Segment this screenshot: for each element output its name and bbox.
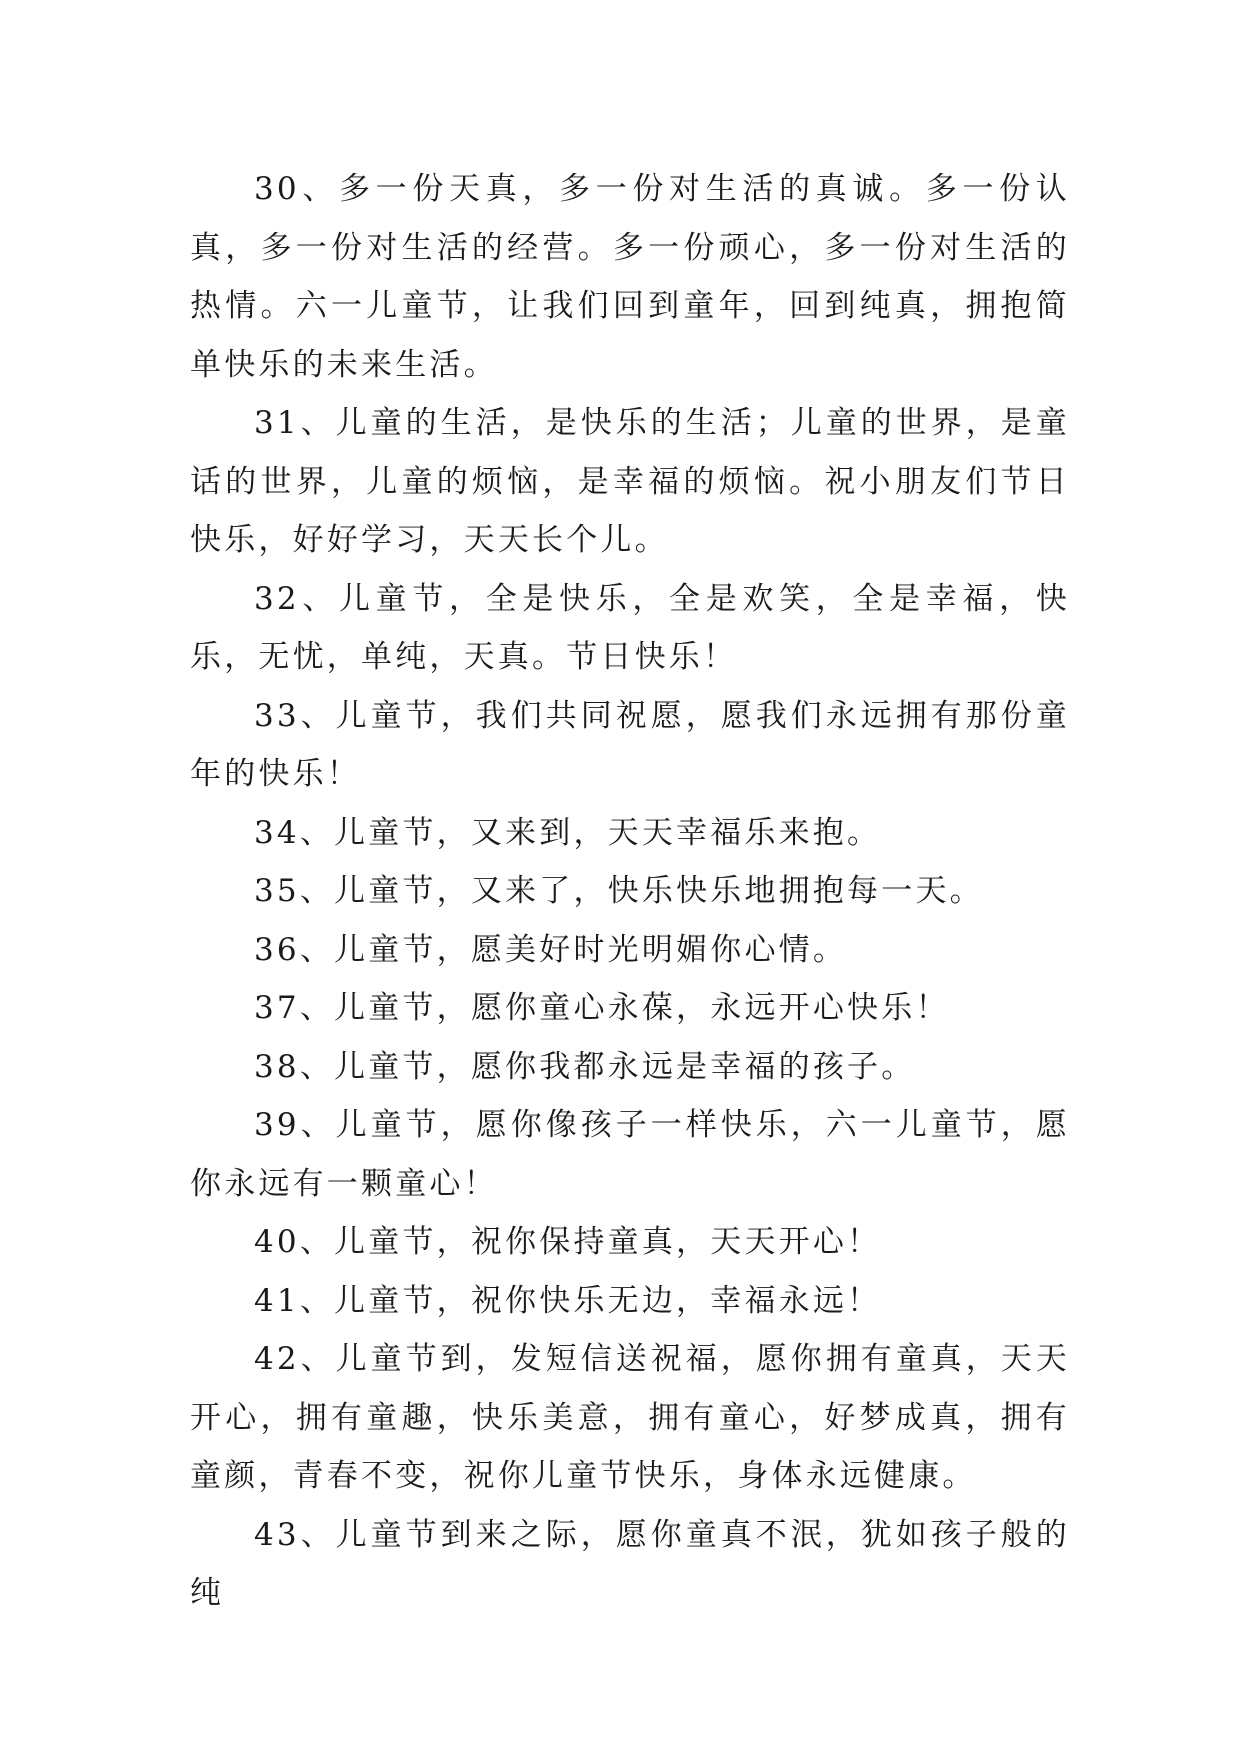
paragraph-41: 41、儿童节，祝你快乐无边，幸福永远！: [254, 1282, 882, 1319]
paragraph-36: 36、儿童节，愿美好时光明媚你心情。: [254, 931, 848, 968]
paragraph-42: 42、儿童节到，发短信送祝福，愿你拥有童真，天天开心，拥有童趣，快乐美意，拥有童心，好梦成真，拥有童颜，青春不变，祝你儿童节快乐，身体永远健康。: [190, 1341, 1070, 1494]
paragraph-43: 43、儿童节到来之际，愿你童真不泯，犹如孩子般的纯: [190, 1516, 1070, 1611]
paragraph-39: 39、儿童节，愿你像孩子一样快乐，六一儿童节，愿你永远有一颗童心！: [190, 1107, 1070, 1202]
paragraph-34: 34、儿童节，又来到，天天幸福乐来抱。: [254, 814, 882, 851]
paragraph-40: 40、儿童节，祝你保持童真，天天开心！: [254, 1224, 882, 1260]
paragraph-30: 30、多一份天真，多一份对生活的真诚。多一份认真，多一份对生活的经营。多一份顽心，多一份对生活的热情。六一儿童节，让我们回到童年，回到纯真，拥抱简单快乐的未来生活。: [190, 171, 1070, 383]
paragraph-35: 35、儿童节，又来了，快乐快乐地拥抱每一天。: [254, 873, 984, 909]
document-body: [190, 160, 1070, 1623]
paragraph-32: 32、儿童节，全是快乐，全是欢笑，全是幸福，快乐，无忧，单纯，天真。节日快乐！: [190, 580, 1070, 675]
paragraph-37: 37、儿童节，愿你童心永葆，永远开心快乐！: [254, 990, 950, 1026]
paragraph-33: 33、儿童节，我们共同祝愿，愿我们永远拥有那份童年的快乐！: [190, 697, 1070, 792]
paragraph-31: 31、儿童的生活，是快乐的生活；儿童的世界，是童话的世界，儿童的烦恼，是幸福的烦恼。祝小朋友们节日快乐，好好学习，天天长个儿。: [190, 405, 1070, 558]
paragraph-38: 38、儿童节，愿你我都永远是幸福的孩子。: [254, 1048, 916, 1085]
